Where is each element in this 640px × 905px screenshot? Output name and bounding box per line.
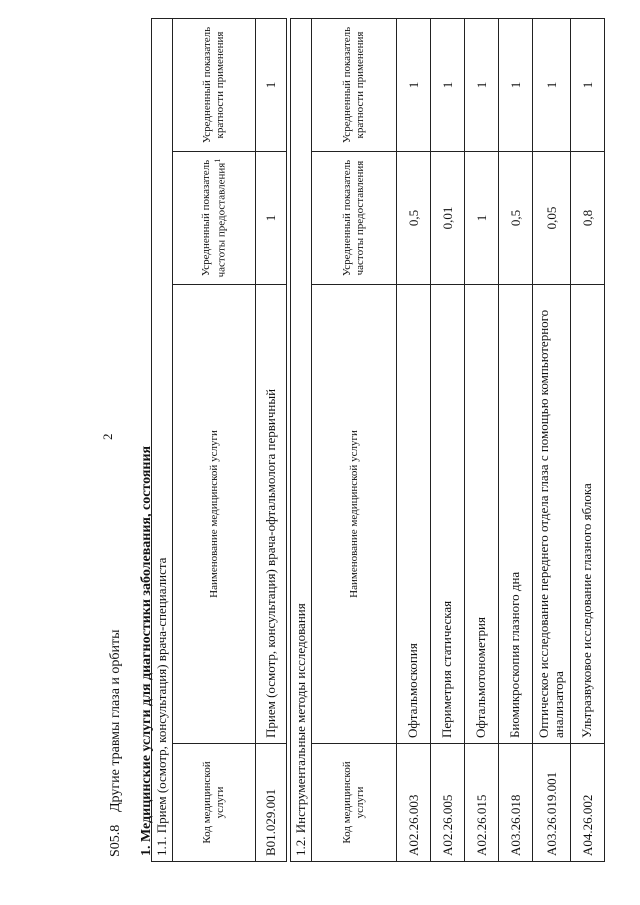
frequency-value: 0,5 [397,152,431,285]
page-number: 2 [100,433,115,440]
header-code: Код медицинской услуги [312,744,397,862]
header-frequency: Усредненный показатель частоты предоставления [312,152,397,285]
document-code: S05.8 [108,824,123,857]
multiplicity-value: 1 [256,18,287,151]
table-row [397,18,431,861]
header-frequency [173,152,256,285]
header-name: Наименование медицинской услуги [173,285,256,744]
section-title: 1. Медицинские услуги для диагностики заболевания, состояния [139,445,154,856]
frequency-value: 0,8 [571,152,605,285]
frequency-value: 0,5 [499,152,533,285]
table-caption: 1.2. Инструментальные методы исследования [291,18,312,861]
table-row [571,18,605,861]
multiplicity-value: 1 [533,18,571,151]
table-caption: 1.1. Прием (осмотр, консультация) врача-специалиста [152,18,173,861]
multiplicity-value: 1 [499,18,533,151]
multiplicity-value: 1 [431,18,465,151]
service-code: A03.26.019.001 [533,744,571,862]
table-row [256,18,287,861]
service-name: Офтальмоскопия [397,285,431,744]
table-consultation [151,18,287,862]
service-name: Офтальмотонометрия [465,285,499,744]
service-name: Ультразвуковое исследование глазного яблока [571,285,605,744]
header-frequency-text: Усредненный показатель частоты предоставления [200,159,228,278]
multiplicity-value: 1 [465,18,499,151]
table-row [533,18,571,861]
header-code: Код медицинской услуги [173,744,256,862]
table-row [465,18,499,861]
service-code: B01.029.001 [256,744,287,862]
header-name: Наименование медицинской услуги [312,285,397,744]
multiplicity-value: 1 [571,18,605,151]
header-multiplicity: Усредненный показатель кратности применения [173,18,256,151]
table-instrumental-methods [290,18,605,862]
header-multiplicity: Усредненный показатель кратности применения [312,18,397,151]
service-name: Прием (осмотр, консультация) врача-офтальмолога первичный [256,285,287,744]
service-name: Периметрия статическая [431,285,465,744]
service-code: A02.26.015 [465,744,499,862]
service-code: A03.26.018 [499,744,533,862]
frequency-value: 1 [465,152,499,285]
service-name: Биомикроскопия глазного дна [499,285,533,744]
document-page [20,12,620,892]
service-code: A02.26.003 [397,744,431,862]
document-subtitle: Другие травмы глаза и орбиты [108,629,123,812]
service-code: A04.26.002 [571,744,605,862]
footnote-marker: 1 [212,158,222,163]
service-code: A02.26.005 [431,744,465,862]
multiplicity-value: 1 [397,18,431,151]
frequency-value: 1 [256,152,287,285]
table-row [431,18,465,861]
frequency-value: 0,01 [431,152,465,285]
service-name: Оптическое исследование переднего отдела глаза с помощью компьютерного анализатора [533,285,571,744]
frequency-value: 0,05 [533,152,571,285]
table-row [499,18,533,861]
